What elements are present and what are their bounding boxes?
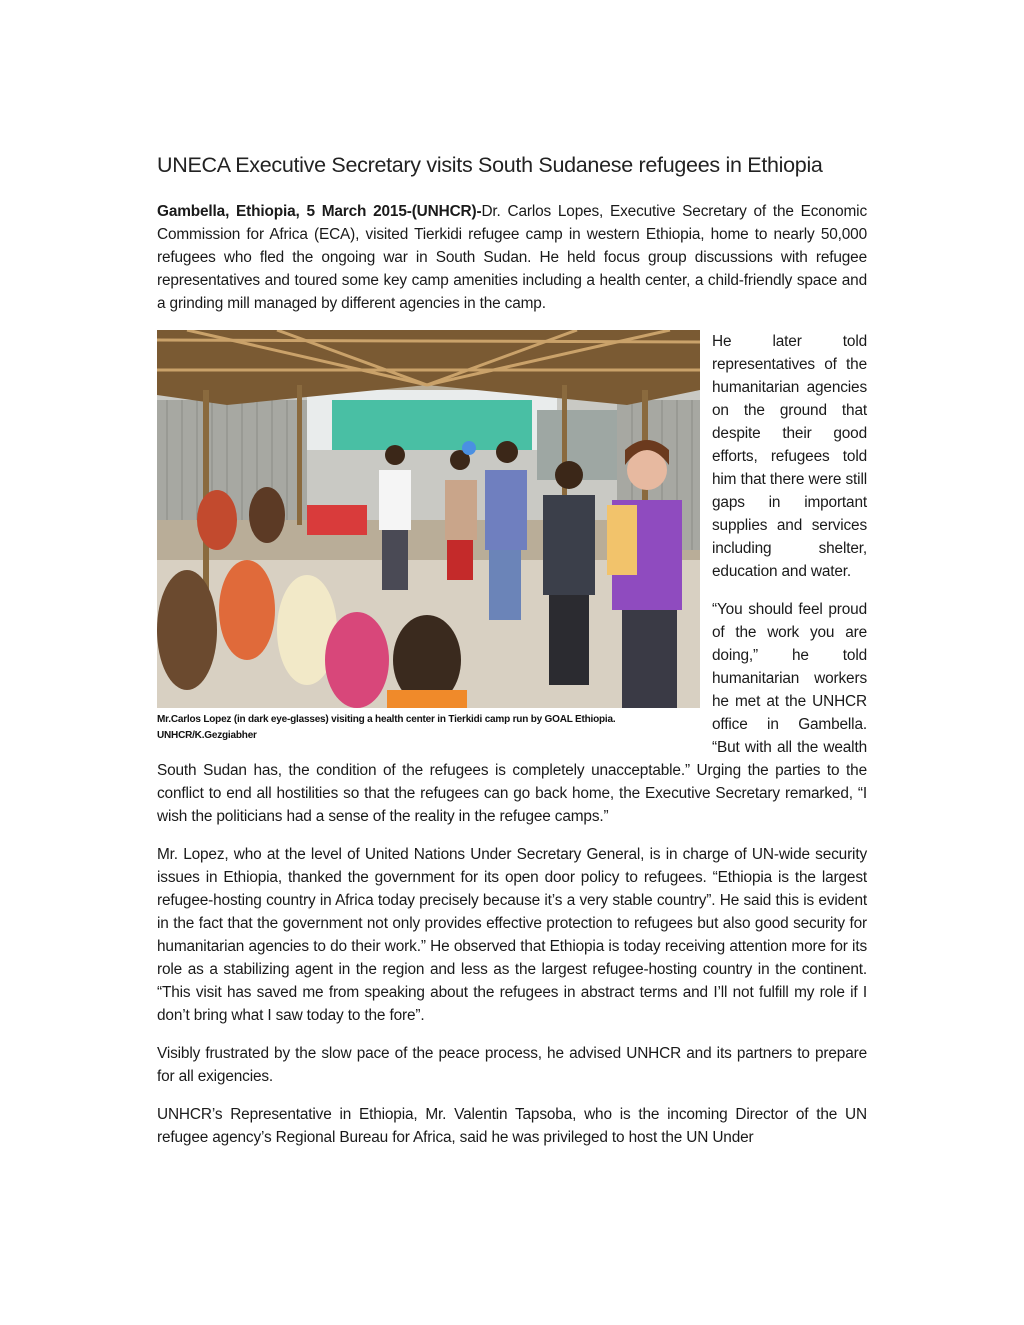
article bbox=[157, 150, 867, 1164]
paragraph-5: Visibly frustrated by the slow pace of the peace process, he advised UNHCR and its partners to prepare for all exigencies. bbox=[157, 1045, 867, 1085]
paragraph-intro-text: Dr. Carlos Lopes, Executive Secretary of the Economic Commission for Africa (ECA), visited Tierkidi refugee camp in western Ethiopia, home to nearly 50,000 refugees who fled the ongoing war in South Sudan. He held focus group discussions with refugee representatives and toured some key camp amenities including a health center, a child-friendly space and a grinding mill managed by different agencies in the camp. bbox=[157, 203, 867, 312]
paragraph-2: He later told representatives of the humanitarian agencies on the ground that despite their good efforts, refugees told him that there were still gaps in important supplies and services including shelter, education and water. bbox=[712, 333, 867, 580]
paragraph-6: UNHCR’s Representative in Ethiopia, Mr. Valentin Tapsoba, who is the incoming Director of the UN refugee agency’s Regional Bureau for Africa, said he was privileged to host the UN Under bbox=[157, 1106, 867, 1146]
dateline: Gambella, Ethiopia, 5 March 2015-(UNHCR)- bbox=[157, 203, 482, 220]
photo-figure bbox=[157, 330, 700, 744]
photo-caption bbox=[157, 712, 700, 744]
article-title: UNECA Executive Secretary visits South Sudanese refugees in Ethiopia bbox=[157, 153, 823, 177]
caption-credit: UNHCR/K.Gezgiabher bbox=[157, 730, 257, 741]
caption-line-1: Mr.Carlos Lopez (in dark eye-glasses) visiting a health center in Tierkidi camp run by GOAL Ethiopia. bbox=[157, 714, 616, 725]
paragraph-intro bbox=[157, 200, 867, 315]
paragraph-3: “You should feel proud of the work you are doing,” he told humanitarian workers he met at the UNHCR office in Gambella. “But with all the wealth South Sudan has, the condition of the refugees is completely unacceptable.” Urging the parties to the conflict to end all hostilities so that the refugees can go back home, the Executive Secretary remarked, “I wish the politicians had a sense of the reality in the refugee camps.” bbox=[157, 601, 867, 825]
paragraph-4: Mr. Lopez, who at the level of United Nations Under Secretary General, is in charge of UN-wide security issues in Ethiopia, thanked the government for its open door policy to refugees. “Ethiopia is the largest refugee-hosting country in Africa today precisely because it’s a very stable country”. He said this is evident in the fact that the government not only provides effective protection to refugees but also good security for humanitarian agencies to do their work.” He observed that Ethiopia is today receiving attention more for its role as a stabilizing agent in the region and less as the largest refugee-hosting country in the continent. “This visit has saved me from speaking about the refugees in abstract terms and I’ll not fulfill my role if I don’t bring what I saw today to the fore”. bbox=[157, 846, 867, 1024]
photo-health-center bbox=[157, 330, 700, 708]
